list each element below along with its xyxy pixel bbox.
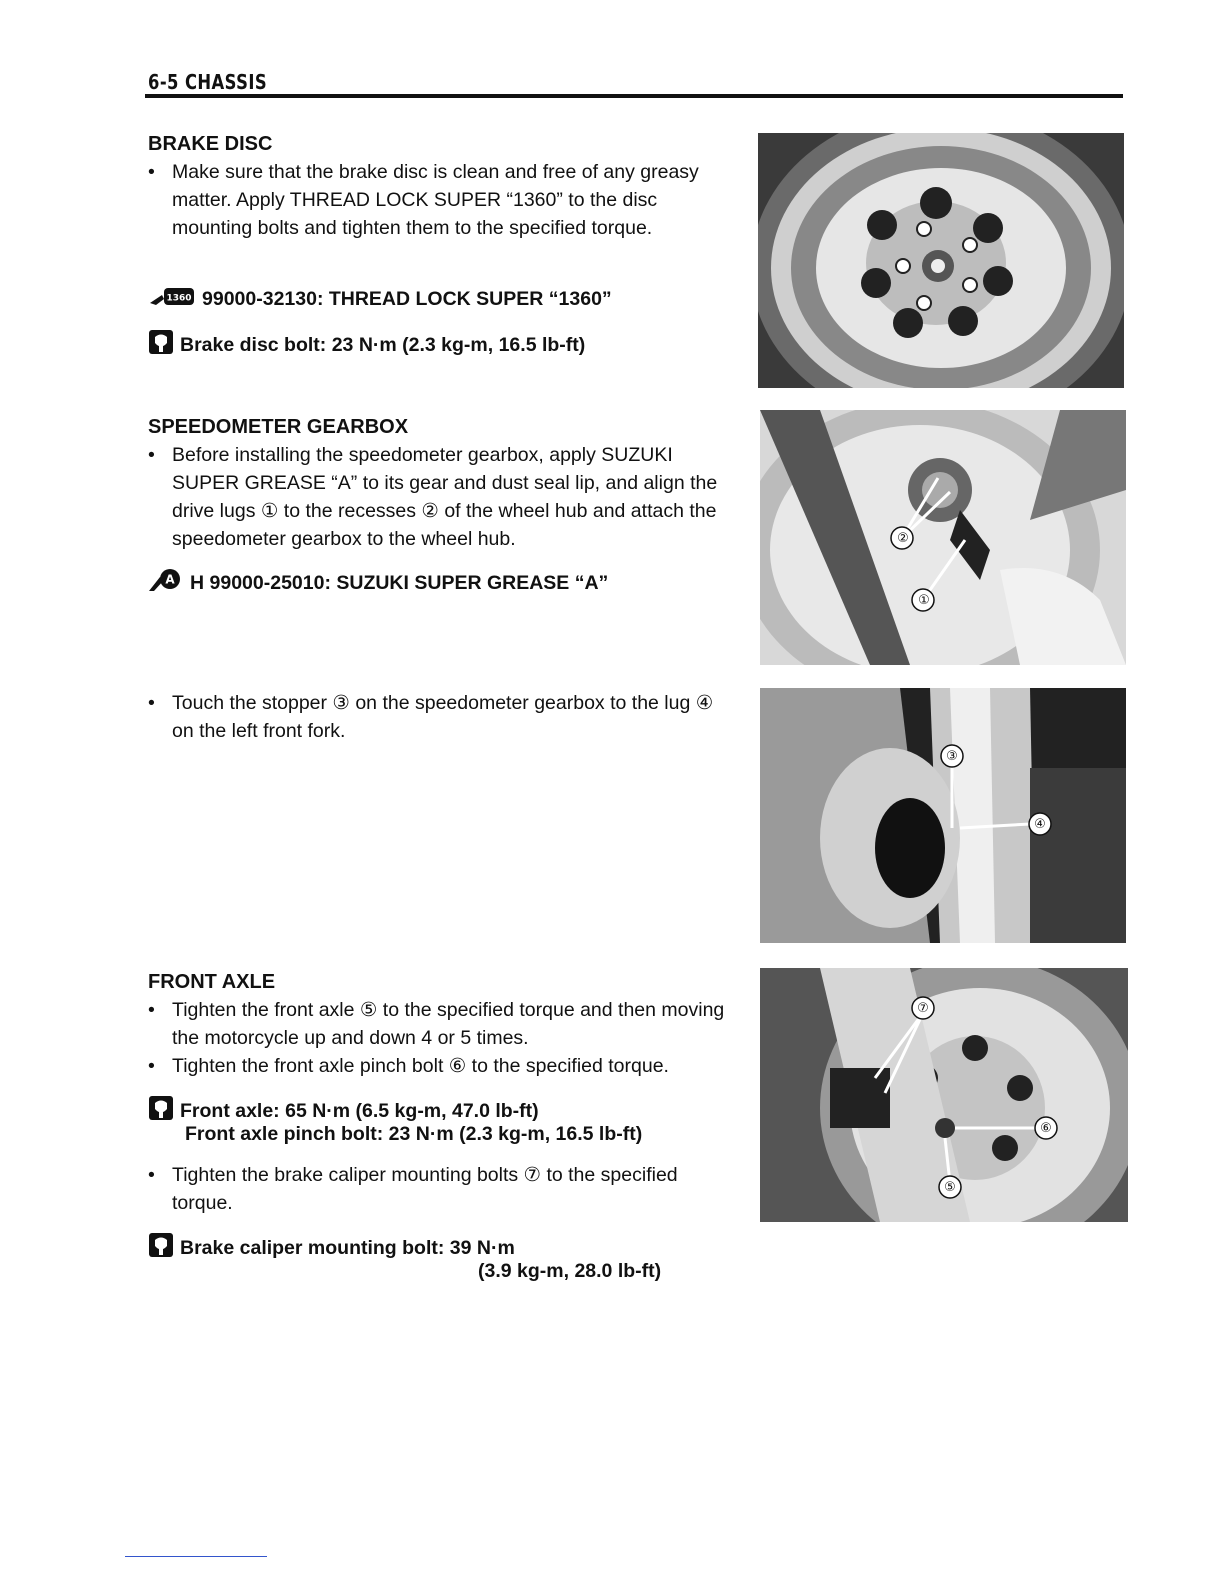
brake-disc-torque-text: Brake disc bolt: 23 N·m (2.3 kg-m, 16.5 lb-ft) xyxy=(180,334,586,356)
brake-disc-heading: BRAKE DISC xyxy=(148,133,273,155)
photo-callout-1: ① xyxy=(918,592,930,607)
speedometer-bullet-text: Before installing the speedometer gearbox, apply SUZUKI SUPER GREASE “A” to its gear and dust seal lip, and align the drive lugs ① to the recesses ② of the wheel hub and attach the speedometer gearbox to the wheel hub. xyxy=(172,444,718,550)
speedometer-bullet xyxy=(148,441,728,553)
front-axle-photo xyxy=(760,968,1128,1222)
bullet-dot: • xyxy=(148,444,155,466)
torque-wrench-icon xyxy=(148,1095,174,1127)
thread-lock-spec xyxy=(148,285,612,315)
fork-lug-photo xyxy=(760,688,1126,943)
thread-lock-icon-label: 1360 xyxy=(166,293,192,304)
brake-disc-bullet-text: Make sure that the brake disc is clean and free of any greasy matter. Apply THREAD LOCK SUPER “1360” to the disc mounting bolts and tighten them to the specified torque. xyxy=(172,161,699,239)
front-axle-torque-text: Front axle: 65 N·m (6.5 kg-m, 47.0 lb-ft) xyxy=(180,1100,539,1122)
front-axle-bullet-1 xyxy=(148,996,728,1052)
photo-callout-5: ⑤ xyxy=(944,1179,956,1194)
stopper-bullet-text: Touch the stopper ③ on the speedometer gearbox to the lug ④ on the left front fork. xyxy=(172,692,714,742)
pinch-bolt-torque: Front axle pinch bolt: 23 N·m (2.3 kg-m, 16.5 lb-ft) xyxy=(185,1123,643,1145)
photo-callout-7: ⑦ xyxy=(917,1000,929,1015)
torque-wrench-icon xyxy=(148,329,174,361)
bullet-dot: • xyxy=(148,1164,155,1186)
thread-lock-icon xyxy=(148,285,196,315)
front-axle-bullet-1-text: Tighten the front axle ⑤ to the specified torque and then moving the motorcycle up and down 4 or 5 times. xyxy=(172,999,725,1049)
photo-callout-2: ② xyxy=(897,530,909,545)
brake-disc-bullet xyxy=(148,158,728,242)
footer-rule xyxy=(125,1556,267,1557)
brake-disc-photo xyxy=(758,133,1124,388)
torque-wrench-icon xyxy=(148,1232,174,1264)
bullet-dot: • xyxy=(148,692,155,714)
grease-spec xyxy=(148,567,608,599)
caliper-bullet-text: Tighten the brake caliper mounting bolts ⑦ to the specified torque. xyxy=(172,1164,678,1214)
bullet-dot: • xyxy=(148,999,155,1021)
bullet-dot: • xyxy=(148,1055,155,1077)
stopper-bullet xyxy=(148,689,728,745)
front-axle-bullet-2-text: Tighten the front axle pinch bolt ⑥ to the specified torque. xyxy=(172,1055,669,1077)
front-axle-bullet-2 xyxy=(148,1052,728,1080)
bullet-dot: • xyxy=(148,161,155,183)
front-axle-heading: FRONT AXLE xyxy=(148,971,276,993)
caliper-torque-text: Brake caliper mounting bolt: 39 N·m xyxy=(180,1237,515,1259)
photo-callout-4: ④ xyxy=(1034,816,1046,831)
grease-icon xyxy=(148,567,184,599)
caliper-bullet xyxy=(148,1161,728,1217)
header-rule xyxy=(145,94,1123,98)
brake-disc-torque xyxy=(148,329,585,361)
photo-callout-6: ⑥ xyxy=(1040,1120,1052,1135)
grease-icon-label: A xyxy=(165,572,175,587)
speedometer-heading: SPEEDOMETER GEARBOX xyxy=(148,416,409,438)
caliper-torque xyxy=(148,1232,515,1264)
thread-lock-spec-text: 99000-32130: THREAD LOCK SUPER “1360” xyxy=(202,288,612,310)
caliper-torque-conversion: (3.9 kg-m, 28.0 lb-ft) xyxy=(478,1260,662,1282)
grease-spec-text: H 99000-25010: SUZUKI SUPER GREASE “A” xyxy=(190,572,609,594)
page-header: 6-5 CHASSIS xyxy=(148,70,268,94)
photo-callout-3: ③ xyxy=(946,748,958,763)
speedometer-gearbox-photo xyxy=(760,410,1126,665)
